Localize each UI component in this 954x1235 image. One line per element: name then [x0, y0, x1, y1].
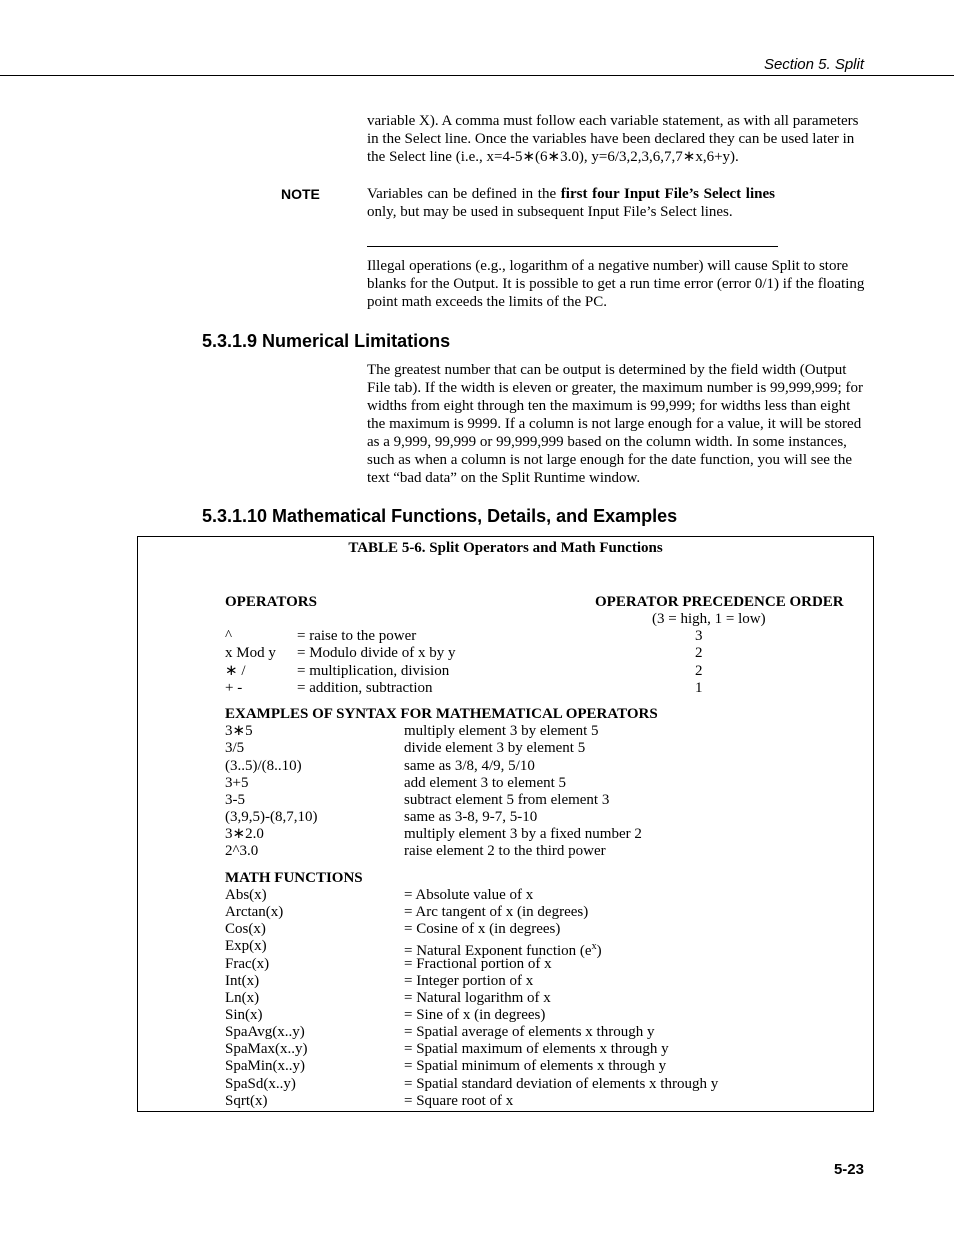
example-description: same as 3/8, 4/9, 5/10 — [404, 758, 535, 774]
example-expression: 2^3.0 — [225, 843, 259, 859]
precedence-note: (3 = high, 1 = low) — [652, 611, 766, 627]
operators-heading: OPERATORS — [225, 594, 317, 610]
heading-numerical-limitations: 5.3.1.9 Numerical Limitations — [202, 331, 451, 351]
function-name: SpaSd(x..y) — [225, 1076, 296, 1092]
function-description: = Sine of x (in degrees) — [404, 1007, 546, 1023]
examples-heading: EXAMPLES OF SYNTAX FOR MATHEMATICAL OPERATORS — [225, 706, 658, 722]
example-expression: 3+5 — [225, 775, 249, 791]
function-name: SpaMax(x..y) — [225, 1041, 308, 1057]
operator-symbol: x Mod y — [225, 645, 276, 661]
example-expression: (3..5)/(8..10) — [225, 758, 302, 774]
function-description-tail: ) — [596, 943, 602, 959]
function-name: Ln(x) — [225, 990, 260, 1006]
heading-math-functions: 5.3.1.10 Mathematical Functions, Details, and Examples — [202, 506, 678, 526]
function-description: = Spatial average of elements x through y — [404, 1024, 655, 1040]
example-description: multiply element 3 by a fixed number 2 — [404, 826, 642, 842]
operator-precedence: 1 — [695, 680, 703, 696]
function-name: Sin(x) — [225, 1007, 263, 1023]
function-description: = Natural logarithm of x — [404, 990, 551, 1006]
precedence-heading: OPERATOR PRECEDENCE ORDER — [595, 594, 844, 610]
example-expression: 3∗5 — [225, 723, 253, 739]
function-description: = Cosine of x (in degrees) — [404, 921, 561, 937]
operator-precedence: 3 — [695, 628, 703, 644]
function-name: Cos(x) — [225, 921, 266, 937]
example-expression: 3∗2.0 — [225, 826, 264, 842]
operator-precedence: 2 — [695, 645, 703, 661]
note-text — [367, 185, 775, 221]
note-rule — [367, 246, 778, 247]
function-description: = Spatial standard deviation of elements x through y — [404, 1076, 719, 1092]
function-name: Frac(x) — [225, 956, 270, 972]
operator-description: = multiplication, division — [297, 663, 450, 679]
operators-table — [137, 536, 874, 1112]
function-name: Abs(x) — [225, 887, 267, 903]
example-expression: (3,9,5)-(8,7,10) — [225, 809, 318, 825]
paragraph-numerical-limitations: The greatest number that can be output is determined by the field width (Output File tab). If the width is eleven or greater, the maximum number is 99,999,999; for widths from eight through ten the maximum is 99,999; for widths less than eight the maximum is 9999. If a column is not large enough for a value, it will be stored as a 9,999, 99,999 or 99,999,999 based on the column width. In some instances, such as when a column is not large enough for the date function, you will see the text “bad data” on the Split Runtime window. — [367, 362, 863, 486]
note-text-emphasis: first four Input File’s Select lines — [560, 186, 775, 202]
page-number: 5-23 — [833, 1161, 864, 1178]
example-expression: 3-5 — [225, 792, 245, 808]
paragraph-variables: variable X). A comma must follow each variable statement, as with all parameters in the Select line. Once the variables have been declared they can be used later in the Select line (i.e., x=4-5∗(6∗3.0), y=6/3,2,3,6,7,7∗x,6+y). — [367, 113, 859, 165]
example-expression: 3/5 — [225, 740, 245, 756]
note-text-start: Variables can be defined in the — [367, 186, 561, 202]
function-description: = Arc tangent of x (in degrees) — [404, 904, 589, 920]
functions-heading: MATH FUNCTIONS — [225, 870, 363, 886]
paragraph-illegal-operations: Illegal operations (e.g., logarithm of a negative number) will cause Split to store blanks for the Output. It is possible to get a run time error (error 0/1) if the floating point math exceeds the limits of the PC. — [367, 258, 865, 310]
function-name: SpaMin(x..y) — [225, 1058, 305, 1074]
example-description: same as 3-8, 9-7, 5-10 — [404, 809, 538, 825]
operator-description: = addition, subtraction — [297, 680, 433, 696]
example-description: divide element 3 by element 5 — [404, 740, 586, 756]
function-description: = Spatial maximum of elements x through y — [404, 1041, 669, 1057]
function-name: Exp(x) — [225, 938, 267, 954]
function-name: SpaAvg(x..y) — [225, 1024, 305, 1040]
function-description: = Integer portion of x — [404, 973, 534, 989]
table-caption: TABLE 5-6. Split Operators and Math Functions — [348, 540, 663, 556]
operator-symbol: ∗ / — [225, 663, 246, 679]
note-label: NOTE — [281, 186, 320, 202]
note-text-end: only, but may be used in subsequent Input File’s Select lines. — [367, 204, 733, 220]
function-description: = Spatial minimum of elements x through y — [404, 1058, 667, 1074]
operator-symbol: + - — [225, 680, 243, 696]
example-description: multiply element 3 by element 5 — [404, 723, 599, 739]
operator-description: = Modulo divide of x by y — [297, 645, 456, 661]
operator-precedence: 2 — [695, 663, 703, 679]
running-head: Section 5. Split — [763, 56, 864, 73]
function-description-text: = Natural Exponent function (e — [404, 943, 592, 959]
superscript: x — [591, 941, 597, 952]
example-description: add element 3 to element 5 — [404, 775, 567, 791]
function-description: = Absolute value of x — [404, 887, 534, 903]
operator-symbol: ^ — [225, 628, 233, 644]
function-description: = Square root of x — [404, 1093, 514, 1109]
function-name: Int(x) — [225, 973, 260, 989]
example-description: subtract element 5 from element 3 — [404, 792, 610, 808]
operator-description: = raise to the power — [297, 628, 417, 644]
header-rule — [0, 75, 954, 76]
example-description: raise element 2 to the third power — [404, 843, 606, 859]
function-name: Sqrt(x) — [225, 1093, 268, 1109]
function-description: = Fractional portion of x — [404, 956, 552, 972]
function-name: Arctan(x) — [225, 904, 284, 920]
